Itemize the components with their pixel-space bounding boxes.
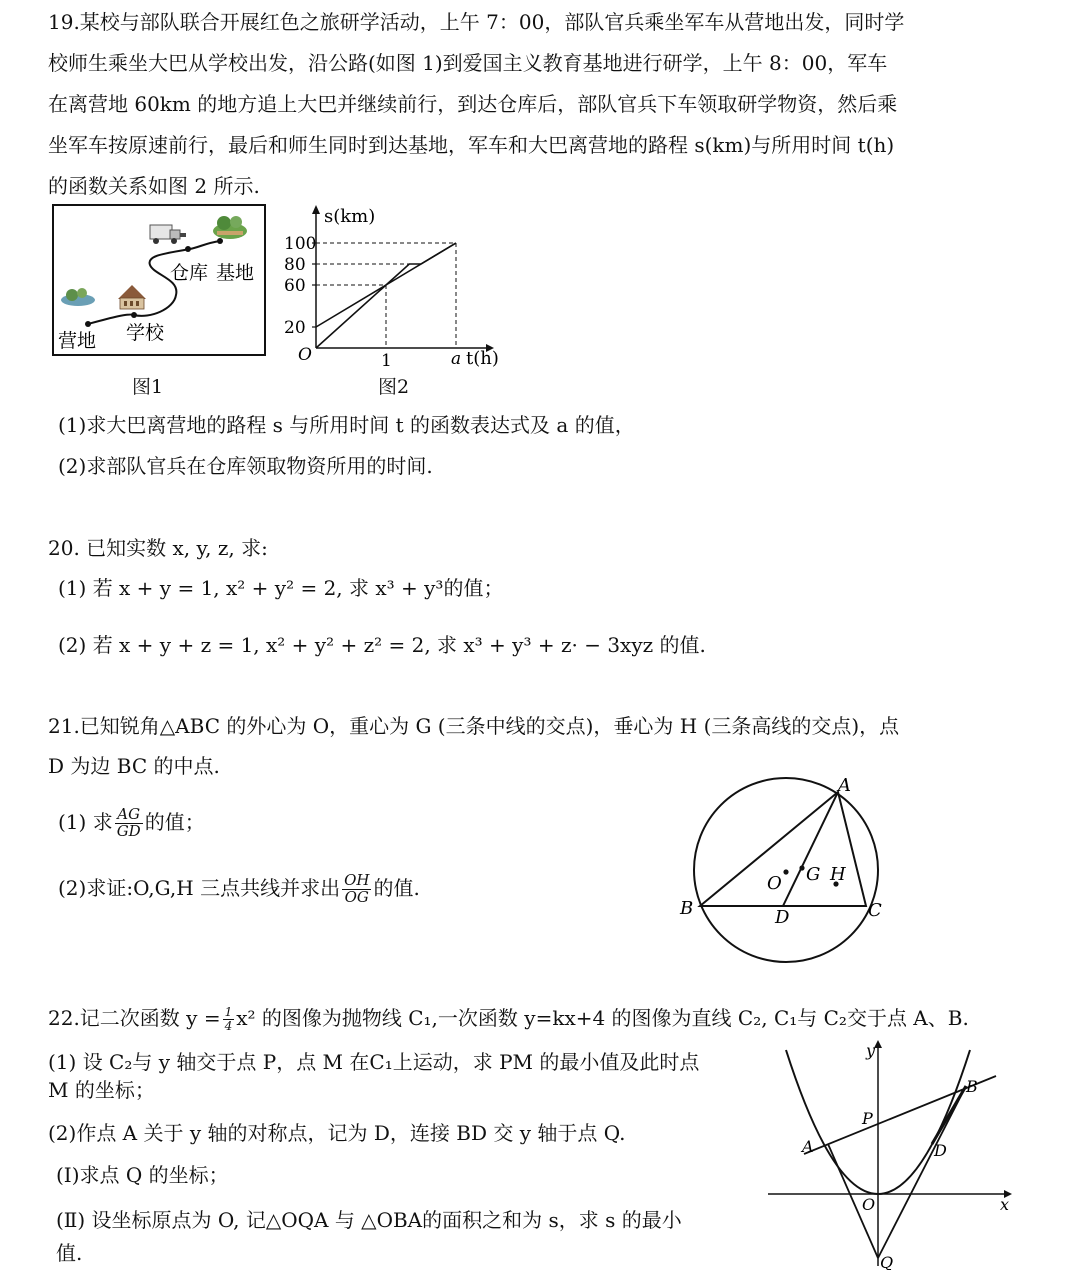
school-point <box>131 312 137 318</box>
q21-line-1: 21.已知锐角△ABC 的外心为 O，重心为 G (三条中线的交点)，垂心为 H (三条高线的交点)，点 <box>48 714 900 738</box>
q21-figure <box>672 776 902 966</box>
camp-label: 营地 <box>58 330 97 352</box>
q21-line-2: D 为边 BC 的中点. <box>48 754 220 778</box>
q19-line-4: 坐军车按原速前行，最后和师生同时到达基地，军车和大巴离营地的路程 s(km)与所用时间 t(h) <box>48 133 895 157</box>
label-a: A <box>802 1137 814 1156</box>
q21-sub2-suffix: 的值. <box>373 876 420 900</box>
q19-figure-1 <box>50 203 270 363</box>
camp-point <box>85 321 91 327</box>
q22-rest: x² 的图像为抛物线 C₁,一次函数 y=kx+4 的图像为直线 C₂, C₁与 C₂交于点 A、B. <box>236 1006 969 1030</box>
triangle-abc <box>700 792 866 906</box>
x-axis-label: t(h) <box>466 348 499 369</box>
school-icon <box>118 285 146 309</box>
q19-sub1: (1)求大巴离营地的路程 s 与所用时间 t 的函数表达式及 a 的值， <box>58 413 635 437</box>
base-point <box>217 238 223 244</box>
label-a: A <box>838 776 851 796</box>
label-g: G <box>806 864 821 885</box>
warehouse-label: 仓库 <box>170 262 209 284</box>
q20-intro: 20. 已知实数 x, y, z, 求: <box>48 536 268 560</box>
segment-qb <box>878 1086 966 1258</box>
label-o: O <box>862 1195 876 1214</box>
x-tick-label: 1 <box>381 351 392 371</box>
fraction-ag-gd <box>115 807 143 840</box>
q21-sub1-prefix: (1) 求 <box>58 810 113 834</box>
q21-sub1-suffix: 的值； <box>144 810 205 834</box>
base-icon <box>213 216 247 239</box>
point-g <box>799 865 804 870</box>
fraction-one-quarter <box>223 1006 235 1032</box>
figure-2-caption: 图2 <box>378 376 410 398</box>
fraction-oh-og <box>342 873 371 906</box>
origin-label: O <box>298 345 312 365</box>
y-tick-label: 20 <box>284 318 306 338</box>
label-y: y <box>866 1041 876 1060</box>
label-d: D <box>934 1141 947 1160</box>
q22-sub2-ii-line-1: (Ⅱ) 设坐标原点为 O, 记△OQA 与 △OBA的面积之和为 s，求 s 的最小 <box>56 1208 682 1232</box>
fraction-denominator: OG <box>344 888 369 906</box>
y-axis-label: s(km) <box>324 206 376 227</box>
q19-line-3: 在离营地 60km 的地方追上大巴并继续前行，到达仓库后，部队官兵下车领取研学物资，然后乘 <box>48 92 898 116</box>
q19-sub2: (2)求部队官兵在仓库领取物资所用的时间. <box>58 454 433 478</box>
q19-line-1: 19.某校与部队联合开展红色之旅研学活动，上午 7：00，部队官兵乘坐军车从营地出发，同时学 <box>48 10 905 34</box>
q19-line-2: 校师生乘坐大巴从学校出发，沿公路(如图 1)到爱国主义教育基地进行研学，上午 8：00，军车 <box>48 51 888 75</box>
x-tick-label: a <box>451 349 462 369</box>
q22-sub1-line-2: M 的坐标； <box>48 1078 155 1102</box>
q22-sub1-line-1: (1) 设 C₂与 y 轴交于点 P，点 M 在C₁上运动，求 PM 的最小值及此时点 <box>48 1050 700 1074</box>
q19-line-5: 的函数关系如图 2 所示. <box>48 174 260 198</box>
q19-chart <box>280 200 510 375</box>
q22-sub2-ii-line-2: 值. <box>56 1241 83 1265</box>
warehouse-icon <box>150 225 186 244</box>
figure-1-caption: 图1 <box>132 376 164 398</box>
label-h: H <box>830 864 846 885</box>
label-p: P <box>862 1109 873 1128</box>
q20-sub2: (2) 若 x + y + z = 1, x² + y² + z² = 2, 求 x³ + y³ + z· − 3xyz 的值. <box>58 633 706 657</box>
label-o: O <box>767 873 782 894</box>
median-ad <box>783 792 838 906</box>
fraction-denominator: 4 <box>224 1019 233 1033</box>
label-q: Q <box>880 1253 894 1270</box>
fraction-numerator: 1 <box>224 1005 233 1020</box>
warehouse-point <box>185 246 191 252</box>
camp-icon <box>61 288 95 306</box>
q21-sub1 <box>58 800 205 844</box>
school-label: 学校 <box>126 322 165 344</box>
fraction-denominator: GD <box>116 822 141 840</box>
y-tick-label: 100 <box>284 234 317 254</box>
y-tick-label: 80 <box>284 255 306 275</box>
label-b: B <box>680 898 694 919</box>
q21-sub2-prefix: (2)求证:O,G,H 三点共线并求出 <box>58 876 341 900</box>
label-b: B <box>966 1077 978 1096</box>
fraction-numerator: AG <box>115 807 143 824</box>
label-x: x <box>1000 1195 1010 1214</box>
fraction-numerator: OH <box>344 871 370 890</box>
q22-sub2: (2)作点 A 关于 y 轴的对称点，记为 D，连接 BD 交 y 轴于点 Q. <box>48 1121 626 1145</box>
q22-sub2-i: (Ⅰ)求点 Q 的坐标； <box>56 1163 229 1187</box>
q22-intro <box>48 998 969 1038</box>
q20-sub1: (1) 若 x + y = 1, x² + y² = 2, 求 x³ + y³的值； <box>58 576 504 600</box>
point-o <box>783 869 788 874</box>
q22-prefix: 22.记二次函数 y = <box>48 1006 221 1030</box>
y-axis-arrow <box>312 205 320 214</box>
y-axis-arrow <box>874 1040 882 1048</box>
q22-figure <box>764 1036 1020 1270</box>
label-d: D <box>775 907 790 928</box>
label-c: C <box>868 900 882 921</box>
base-label: 基地 <box>216 262 255 284</box>
y-tick-label: 60 <box>284 276 306 296</box>
q21-sub2 <box>58 866 420 910</box>
